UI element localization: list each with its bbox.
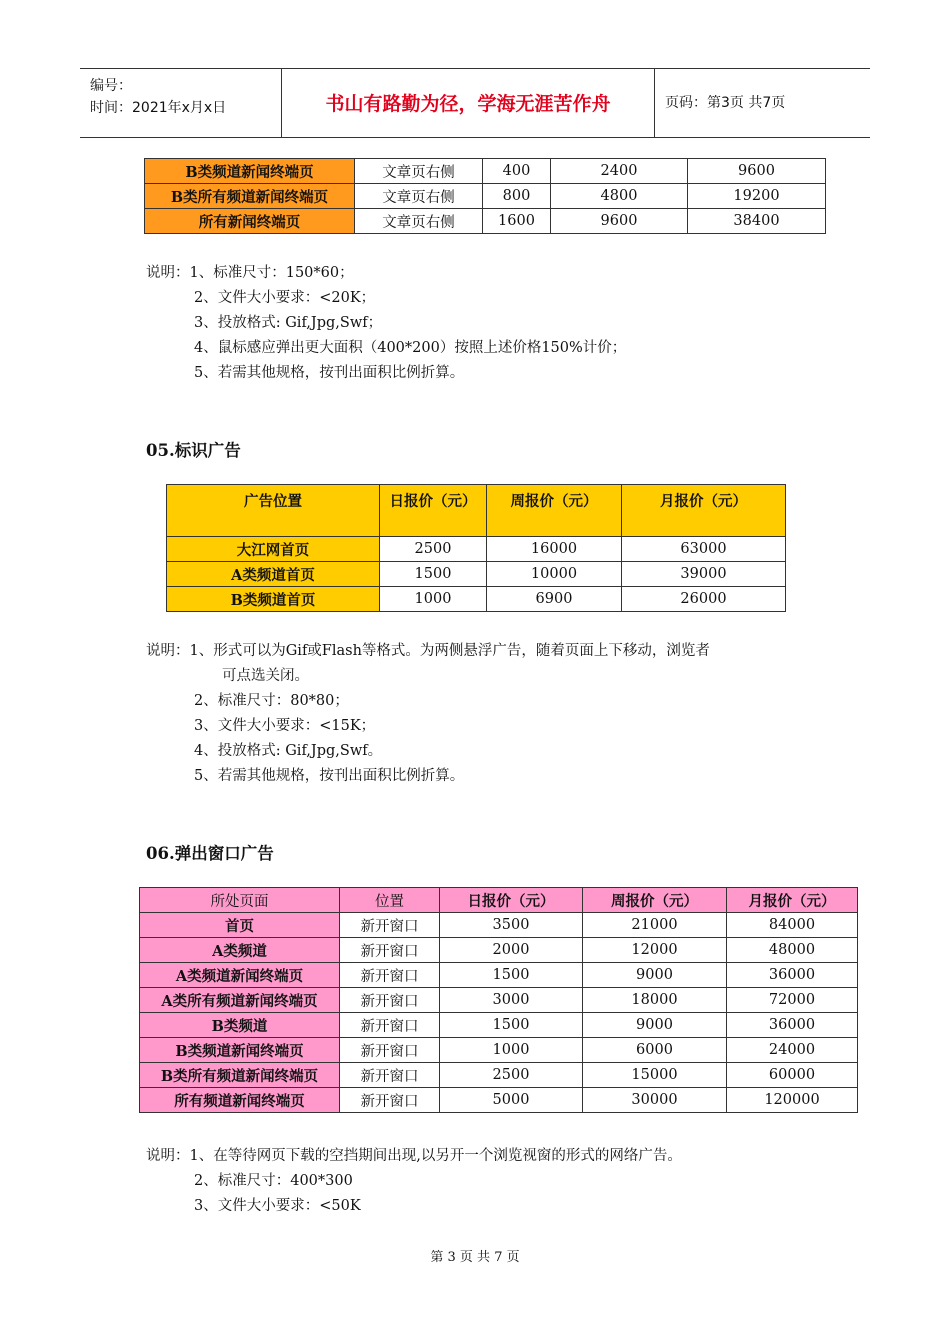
- popup-ad-table: [139, 887, 858, 1113]
- column-header: 日报价（元）: [380, 485, 487, 537]
- table-cell: 9000: [583, 1013, 727, 1038]
- table-cell: 5000: [440, 1088, 583, 1113]
- pricing-table-continued: [144, 158, 826, 234]
- table-cell: 60000: [727, 1063, 858, 1088]
- column-header: 月报价（元）: [727, 888, 858, 913]
- note-line: 3、文件大小要求：<15K；: [194, 718, 376, 734]
- table-cell: 2500: [440, 1063, 583, 1088]
- note-line: 4、投放格式: Gif,Jpg,Swf。: [194, 743, 383, 759]
- table-cell: 新开窗口: [340, 1088, 440, 1113]
- table-cell: 2500: [380, 537, 487, 562]
- table-cell: A类频道新闻终端页: [140, 963, 340, 988]
- table-cell: 18000: [583, 988, 727, 1013]
- table-cell: 24000: [727, 1038, 858, 1063]
- note-line: 说明：1、在等待网页下载的空挡期间出现,以另开一个浏览视窗的形式的网络广告。: [146, 1148, 682, 1164]
- table-cell: 48000: [727, 938, 858, 963]
- note-line: 5、若需其他规格，按刊出面积比例折算。: [194, 768, 465, 784]
- table-cell: 38400: [688, 209, 826, 234]
- table-row: [140, 963, 858, 988]
- table-cell: 1600: [483, 209, 551, 234]
- table-cell: 文章页右侧: [355, 159, 483, 184]
- column-header: 所处页面: [140, 888, 340, 913]
- table-cell: 84000: [727, 913, 858, 938]
- table-cell: 39000: [622, 562, 786, 587]
- table-cell: 新开窗口: [340, 1013, 440, 1038]
- table-cell: B类频道新闻终端页: [145, 159, 355, 184]
- header-meta: [90, 75, 226, 119]
- note-line: 5、若需其他规格，按刊出面积比例折算。: [194, 365, 465, 381]
- note-line: 2、标准尺寸：400*300: [194, 1173, 353, 1189]
- table-cell: 1500: [440, 1013, 583, 1038]
- table-row: [167, 587, 786, 612]
- table-cell: 63000: [622, 537, 786, 562]
- table-cell: 12000: [583, 938, 727, 963]
- header-motto: 书山有路勤为径，学海无涯苦作舟: [325, 93, 611, 115]
- table-cell: 9600: [688, 159, 826, 184]
- column-header: 周报价（元）: [583, 888, 727, 913]
- table-cell: 120000: [727, 1088, 858, 1113]
- table-cell: 大江网首页: [167, 537, 380, 562]
- table-header-row: [167, 485, 786, 537]
- notes-block: [146, 639, 710, 789]
- table-cell: 新开窗口: [340, 913, 440, 938]
- table-row: [145, 184, 826, 209]
- table-cell: 36000: [727, 963, 858, 988]
- table-cell: 10000: [487, 562, 622, 587]
- note-line: 可点选关闭。: [222, 668, 309, 684]
- notes-block: [146, 261, 626, 386]
- table-cell: B类所有频道新闻终端页: [140, 1063, 340, 1088]
- header-page-label: 页码：第3页 共7页: [665, 95, 786, 111]
- table-cell: 4800: [551, 184, 688, 209]
- table-row: [140, 1063, 858, 1088]
- table-row: [140, 1013, 858, 1038]
- table-cell: 3500: [440, 913, 583, 938]
- section-title: 06.弹出窗口广告: [146, 844, 274, 863]
- table-cell: 6900: [487, 587, 622, 612]
- note-line: 2、标准尺寸：80*80；: [194, 693, 349, 709]
- table-cell: 文章页右侧: [355, 184, 483, 209]
- note-line: 4、鼠标感应弹出更大面积（400*200）按照上述价格150%计价；: [194, 340, 627, 356]
- table-cell: 新开窗口: [340, 1038, 440, 1063]
- table-row: [140, 913, 858, 938]
- doc-date-label: 时间：2021年x月x日: [90, 100, 227, 116]
- table-cell: 15000: [583, 1063, 727, 1088]
- table-cell: 2400: [551, 159, 688, 184]
- table-cell: 1500: [380, 562, 487, 587]
- table-cell: 文章页右侧: [355, 209, 483, 234]
- notes-block: [146, 1144, 682, 1219]
- note-line: 3、投放格式: Gif,Jpg,Swf；: [194, 315, 383, 331]
- table-cell: 26000: [622, 587, 786, 612]
- note-line: 说明：1、形式可以为Gif或Flash等格式。为两侧悬浮广告，随着页面上下移动，浏览者: [146, 643, 710, 659]
- table-cell: A类所有频道新闻终端页: [140, 988, 340, 1013]
- header-divider: [654, 69, 655, 137]
- table-cell: 72000: [727, 988, 858, 1013]
- table-cell: 新开窗口: [340, 1063, 440, 1088]
- table-cell: 9600: [551, 209, 688, 234]
- table-cell: 21000: [583, 913, 727, 938]
- note-line: 2、文件大小要求：<20K；: [194, 290, 376, 306]
- table-cell: B类频道首页: [167, 587, 380, 612]
- table-header-row: [140, 888, 858, 913]
- column-header: 日报价（元）: [440, 888, 583, 913]
- logo-ad-table: [166, 484, 786, 612]
- table-cell: 400: [483, 159, 551, 184]
- table-row: [167, 562, 786, 587]
- table-row: [140, 1038, 858, 1063]
- table-cell: 所有频道新闻终端页: [140, 1088, 340, 1113]
- table-row: [140, 938, 858, 963]
- table-cell: B类所有频道新闻终端页: [145, 184, 355, 209]
- column-header: 月报价（元）: [622, 485, 786, 537]
- table-cell: B类频道: [140, 1013, 340, 1038]
- table-row: [140, 1088, 858, 1113]
- table-cell: 新开窗口: [340, 988, 440, 1013]
- table-cell: A类频道: [140, 938, 340, 963]
- table-row: [167, 537, 786, 562]
- section-title: 05.标识广告: [146, 441, 241, 460]
- table-cell: 首页: [140, 913, 340, 938]
- table-row: [145, 159, 826, 184]
- table-cell: 800: [483, 184, 551, 209]
- column-header: 位置: [340, 888, 440, 913]
- table-cell: 16000: [487, 537, 622, 562]
- page-header: [80, 68, 870, 138]
- note-line: 说明：1、标准尺寸：150*60；: [146, 265, 354, 281]
- table-cell: 6000: [583, 1038, 727, 1063]
- table-cell: 所有新闻终端页: [145, 209, 355, 234]
- doc-number-label: 编号：: [90, 78, 132, 94]
- table-cell: 1000: [440, 1038, 583, 1063]
- table-cell: 新开窗口: [340, 963, 440, 988]
- table-cell: 36000: [727, 1013, 858, 1038]
- table-cell: 3000: [440, 988, 583, 1013]
- table-cell: 新开窗口: [340, 938, 440, 963]
- table-cell: 9000: [583, 963, 727, 988]
- table-cell: 19200: [688, 184, 826, 209]
- table-cell: 30000: [583, 1088, 727, 1113]
- note-line: 3、文件大小要求：<50K: [194, 1198, 361, 1214]
- table-cell: B类频道新闻终端页: [140, 1038, 340, 1063]
- table-cell: 1000: [380, 587, 487, 612]
- page-footer: 第 3 页 共 7 页: [430, 1250, 520, 1265]
- column-header: 周报价（元）: [487, 485, 622, 537]
- table-cell: 1500: [440, 963, 583, 988]
- column-header: 广告位置: [167, 485, 380, 537]
- table-cell: A类频道首页: [167, 562, 380, 587]
- table-row: [140, 988, 858, 1013]
- table-cell: 2000: [440, 938, 583, 963]
- table-row: [145, 209, 826, 234]
